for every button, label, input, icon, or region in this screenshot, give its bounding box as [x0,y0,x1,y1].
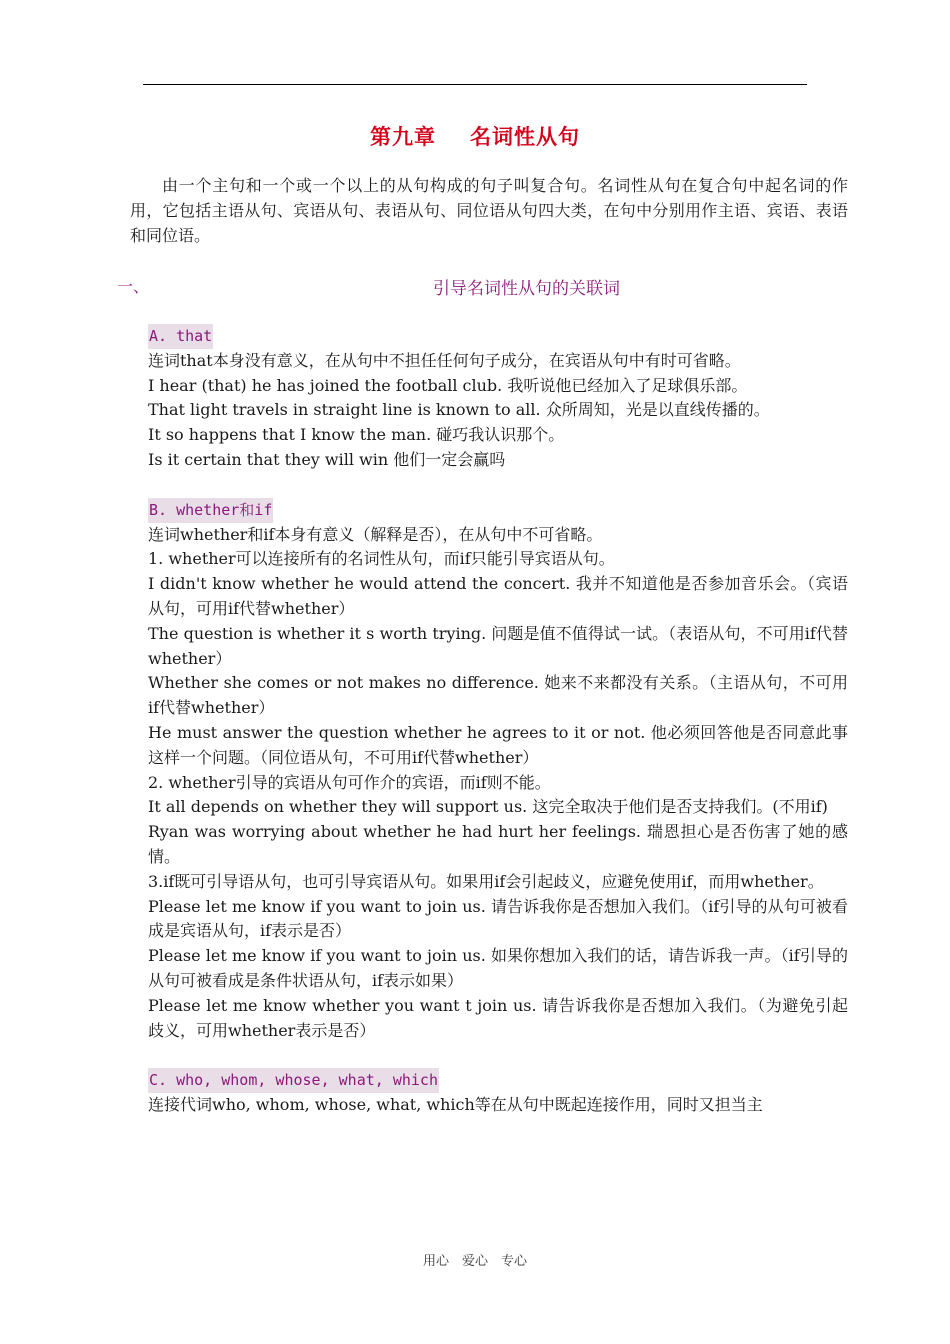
example-line: Ryan was worrying about whether he had hurt her feelings. 瑞恩担心是否伤害了她的感情。 [148,822,848,866]
example-line: It all depends on whether they will support us. 这完全取决于他们是否支持我们。(不用if) [148,797,828,817]
block-heading: B. whether和if [148,498,273,523]
example-line: Please let me know if you want to join us. 如果你想加入我们的话，请告诉我一声。（if引导的从句可被看成是条件状语从句，if表示如果） [148,946,848,990]
header-rule [143,84,807,85]
document-body [130,324,848,1118]
text-line: 连词whether和if本身有意义（解释是否），在从句中不可省略。 [148,524,603,544]
text-line: 2. whether引导的宾语从句可作介的宾语，而if则不能。 [148,772,551,792]
example-line: I didn't know whether he would attend the concert. 我并不知道他是否参加音乐会。（宾语从句，可用if代替whether） [148,574,848,618]
text-line: 1. whether可以连接所有的名词性从句，而if只能引导宾语从句。 [148,549,615,569]
text-line: 连词that本身没有意义，在从句中不担任任何句子成分，在宾语从句中有时可省略。 [148,350,741,370]
chapter-name: 名词性从句 [470,125,580,149]
chapter-title [0,121,950,151]
chapter-number: 第九章 [370,125,436,149]
example-line: Whether she comes or not makes no difference. 她来不来都没有关系。（主语从句，不可用if代替whether） [148,673,848,718]
text-line: 连接代词who, whom, whose, what, which等在从句中既起连接作用，同时又担当主 [148,1095,763,1115]
section-title: 引导名词性从句的关联词 [433,279,620,299]
example-line: The question is whether it s worth trying. 问题是值不值得试一试。（表语从句，不可用if代替whether） [148,623,848,668]
block-c [130,1068,848,1118]
text-line: 3.if既可引导语从句，也可引导宾语从句。如果用if会引起歧义，应避免使用if，而用whether。 [148,871,824,891]
block-b [130,498,848,1044]
intro-paragraph: 由一个主句和一个或一个以上的从句构成的句子叫复合句。名词性从句在复合句中起名词的作用，它包括主语从句、宾语从句、表语从句、同位语从句四大类，在句中分别用作主语、宾语、表语和同位语。 [130,176,848,245]
example-line: That light travels in straight line is known to all. 众所周知，光是以直线传播的。 [148,400,770,420]
block-heading: C. who, whom, whose, what, which [148,1068,439,1093]
block-heading: A. that [148,324,213,349]
example-line: Is it certain that they will win 他们一定会赢吗 [148,449,506,469]
section-number: 一、 [117,277,150,296]
page-footer: 用心 爱心 专心 [422,1254,527,1269]
example-line: It so happens that I know the man. 碰巧我认识那个。 [148,425,565,445]
example-line: Please let me know whether you want t join us. 请告诉我你是否想加入我们。（为避免引起歧义，可用whether表示是否） [148,995,848,1040]
block-a [130,324,848,473]
example-line: Please let me know if you want to join us. 请告诉我你是否想加入我们。（if引导的从句可被看成是宾语从句，if表示是否） [148,896,848,941]
example-line: He must answer the question whether he agrees to it or not. 他必须回答他是否同意此事这样一个问题。（同位语从句，不可用if代替whether） [148,722,848,767]
example-line: I hear (that) he has joined the football club. 我听说他已经加入了足球俱乐部。 [148,375,748,395]
